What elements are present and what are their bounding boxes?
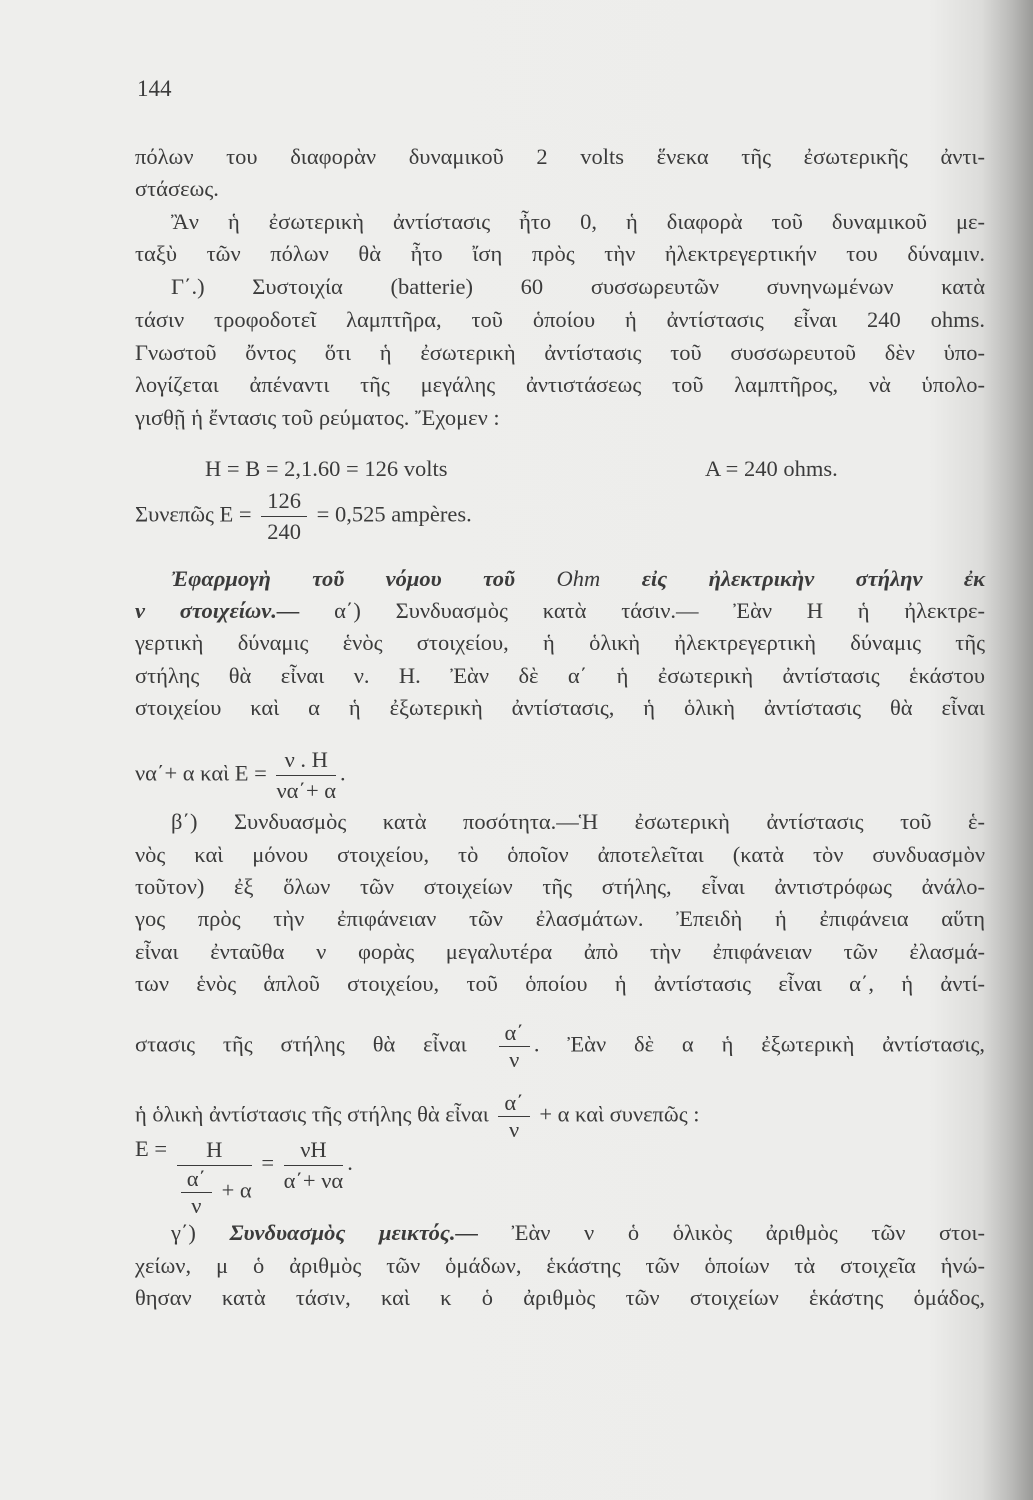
text-span: + α καὶ συνεπῶς :	[539, 1101, 700, 1127]
text-line: γος πρὸς τὴν ἐπιφάνειαν τῶν ἐλασμάτων. Ἐπειδὴ ἡ ἐπιφάνεια αὕτη	[135, 906, 985, 931]
text-line	[135, 1020, 985, 1073]
fraction	[261, 486, 307, 547]
equation-suffix: .	[347, 1150, 353, 1175]
text-line: στήλης θὰ εἶναι ν. H. Ἐὰν δὲ α΄ ἡ ἐσωτερικὴ ἀντίστασις ἑκάστου	[135, 663, 985, 688]
text-line: Ἂν ἡ ἐσωτερικὴ ἀντίστασις ἦτο 0, ἡ διαφορὰ τοῦ δυναμικοῦ με-	[171, 209, 985, 234]
fraction	[284, 1135, 344, 1196]
text-line: Γ΄.) Συστοιχία (batterie) 60 συσσωρευτῶν συνηνωμένων κατὰ	[171, 274, 985, 299]
numerator: 126	[261, 486, 307, 517]
text-span: Ἐὰν ν ὁ ὁλικὸς ἀριθμὸς τῶν στοι-	[511, 1220, 986, 1245]
numerator: H	[177, 1135, 252, 1166]
numerator: ν . H	[276, 745, 336, 776]
equation-prefix: Συνεπῶς E =	[135, 501, 252, 527]
heading-text: Συνδυασμὸς μεικτός.—	[229, 1220, 479, 1245]
equation-prefix: να΄+ α καὶ E =	[135, 760, 267, 786]
text-span: α΄) Συνδυασμὸς κατὰ τάσιν.— Ἐὰν H ἡ ἠλεκτρε-	[334, 598, 986, 623]
text-line: θησαν κατὰ τάσιν, καὶ κ ὁ ἀριθμὸς τῶν στοιχείων ἑκάστης ὁμάδος,	[135, 1285, 985, 1310]
denominator: α΄+ να	[283, 1168, 344, 1193]
equation-voltage: H = B = 2,1.60 = 126 volts	[205, 456, 448, 481]
text-line: τοῦτον) ἐξ ὅλων τῶν στοιχείων τῆς στήλης, εἶναι ἀντιστρόφως ἀνάλο-	[135, 874, 985, 899]
equation-prefix: E =	[135, 1136, 168, 1161]
text-line: χείων, μ ὁ ἀριθμὸς τῶν ὁμάδων, ἑκάστης τῶν ὁποίων τὰ στοιχεῖα ἡνώ-	[135, 1253, 985, 1278]
fraction	[181, 1166, 212, 1219]
fraction	[177, 1135, 252, 1219]
text-span: στασις τῆς στήλης θὰ εἶναι	[135, 1031, 467, 1057]
page-number: 144	[137, 76, 172, 101]
text-line: λογίζεται ἀπέναντι τῆς μεγάλης ἀντιστάσεως τοῦ λαμπτῆρος, νὰ ὑπολο-	[135, 372, 985, 397]
text-line: στοιχείου καὶ α ἡ ἐξωτερικὴ ἀντίστασις, ἡ ὁλικὴ ἀντίστασις θὰ εἶναι	[135, 695, 985, 720]
text-line: εἶναι ἐνταῦθα ν φορὰς μεγαλυτέρα ἀπὸ τὴν ἐπιφάνειαν τῶν ἐλασμά-	[135, 939, 985, 964]
numerator: α΄	[181, 1166, 212, 1193]
text-line: των ἑνὸς ἁπλοῦ στοιχείου, τοῦ ὁποίου ἡ ἀντίστασις εἶναι α΄, ἡ ἀντί-	[135, 971, 985, 996]
text-span: ἡ ὁλικὴ ἀντίστασις τῆς στήλης θὰ εἶναι	[135, 1101, 489, 1127]
text-line	[135, 1219, 985, 1247]
text-line: νὸς καὶ μόνου στοιχείου, τὸ ὁποῖον ἀποτελεῖται (κατὰ τὸν συνδυασμὸν	[135, 842, 985, 867]
heading-text: ν στοιχείων.—	[135, 598, 300, 623]
text-span: γ΄)	[171, 1220, 196, 1245]
denominator: ν	[191, 1193, 202, 1218]
fraction	[276, 745, 336, 806]
equation-current	[135, 486, 985, 547]
heading-text: Ἐφαρμογὴ τοῦ νόμου τοῦ	[171, 566, 516, 591]
equation-suffix: = 0,525 ampères.	[316, 501, 472, 527]
text-line	[135, 597, 985, 625]
section-heading	[135, 565, 985, 593]
equation-parallel	[135, 1135, 985, 1219]
equals-sign: =	[261, 1150, 275, 1175]
denominator: ν	[509, 1047, 520, 1072]
text-line: πόλων του διαφορὰν δυναμικοῦ 2 volts ἕνεκα τῆς ἐσωτερικῆς ἀντι-	[135, 144, 985, 169]
equation-suffix: .	[340, 760, 346, 786]
text-line: ταξὺ τῶν πόλων θὰ ἦτο ἴση πρὸς τὴν ἠλεκτρεγερτικήν του δύναμιν.	[135, 241, 985, 266]
text-line: στάσεως.	[135, 176, 219, 201]
text-line: τάσιν τροφοδοτεῖ λαμπτῆρα, τοῦ ὁποίου ἡ ἀντίστασις εἶναι 240 ohms.	[135, 307, 985, 332]
denominator: 240	[267, 519, 301, 544]
text-line: γισθῇ ἡ ἔντασις τοῦ ρεύματος. Ἔχομεν :	[135, 405, 500, 430]
numerator: α΄	[498, 1090, 529, 1117]
equation-resistance: A = 240 ohms.	[705, 456, 838, 481]
numerator: α΄	[499, 1020, 530, 1047]
text-span: + α	[221, 1177, 252, 1203]
equation-series	[135, 745, 985, 806]
heading-text: εἰς ἠλεκτρικὴν στήλην ἐκ	[641, 566, 986, 591]
numerator: νH	[284, 1135, 344, 1166]
text-line: β΄) Συνδυασμὸς κατὰ ποσότητα.—Ἡ ἐσωτερικὴ ἀντίστασις τοῦ ἑ-	[171, 809, 985, 834]
denominator: ν	[508, 1117, 520, 1142]
text-line: γερτικὴ δύναμις ἑνὸς στοιχείου, ἡ ὁλικὴ ἠλεκτρεγερτικὴ δύναμις τῆς	[135, 630, 985, 655]
text-span: . Ἐὰν δὲ α ἡ ἐξωτερικὴ ἀντίστασις,	[533, 1031, 985, 1057]
denominator: να΄+ α	[276, 778, 337, 803]
fraction	[499, 1020, 530, 1073]
heading-ohm: Ohm	[556, 566, 601, 591]
denominator	[177, 1166, 252, 1219]
text-line: Γνωστοῦ ὄντος ὅτι ἡ ἐσωτερικὴ ἀντίστασις τοῦ συσσωρευτοῦ δὲν ὑπο-	[135, 340, 985, 365]
